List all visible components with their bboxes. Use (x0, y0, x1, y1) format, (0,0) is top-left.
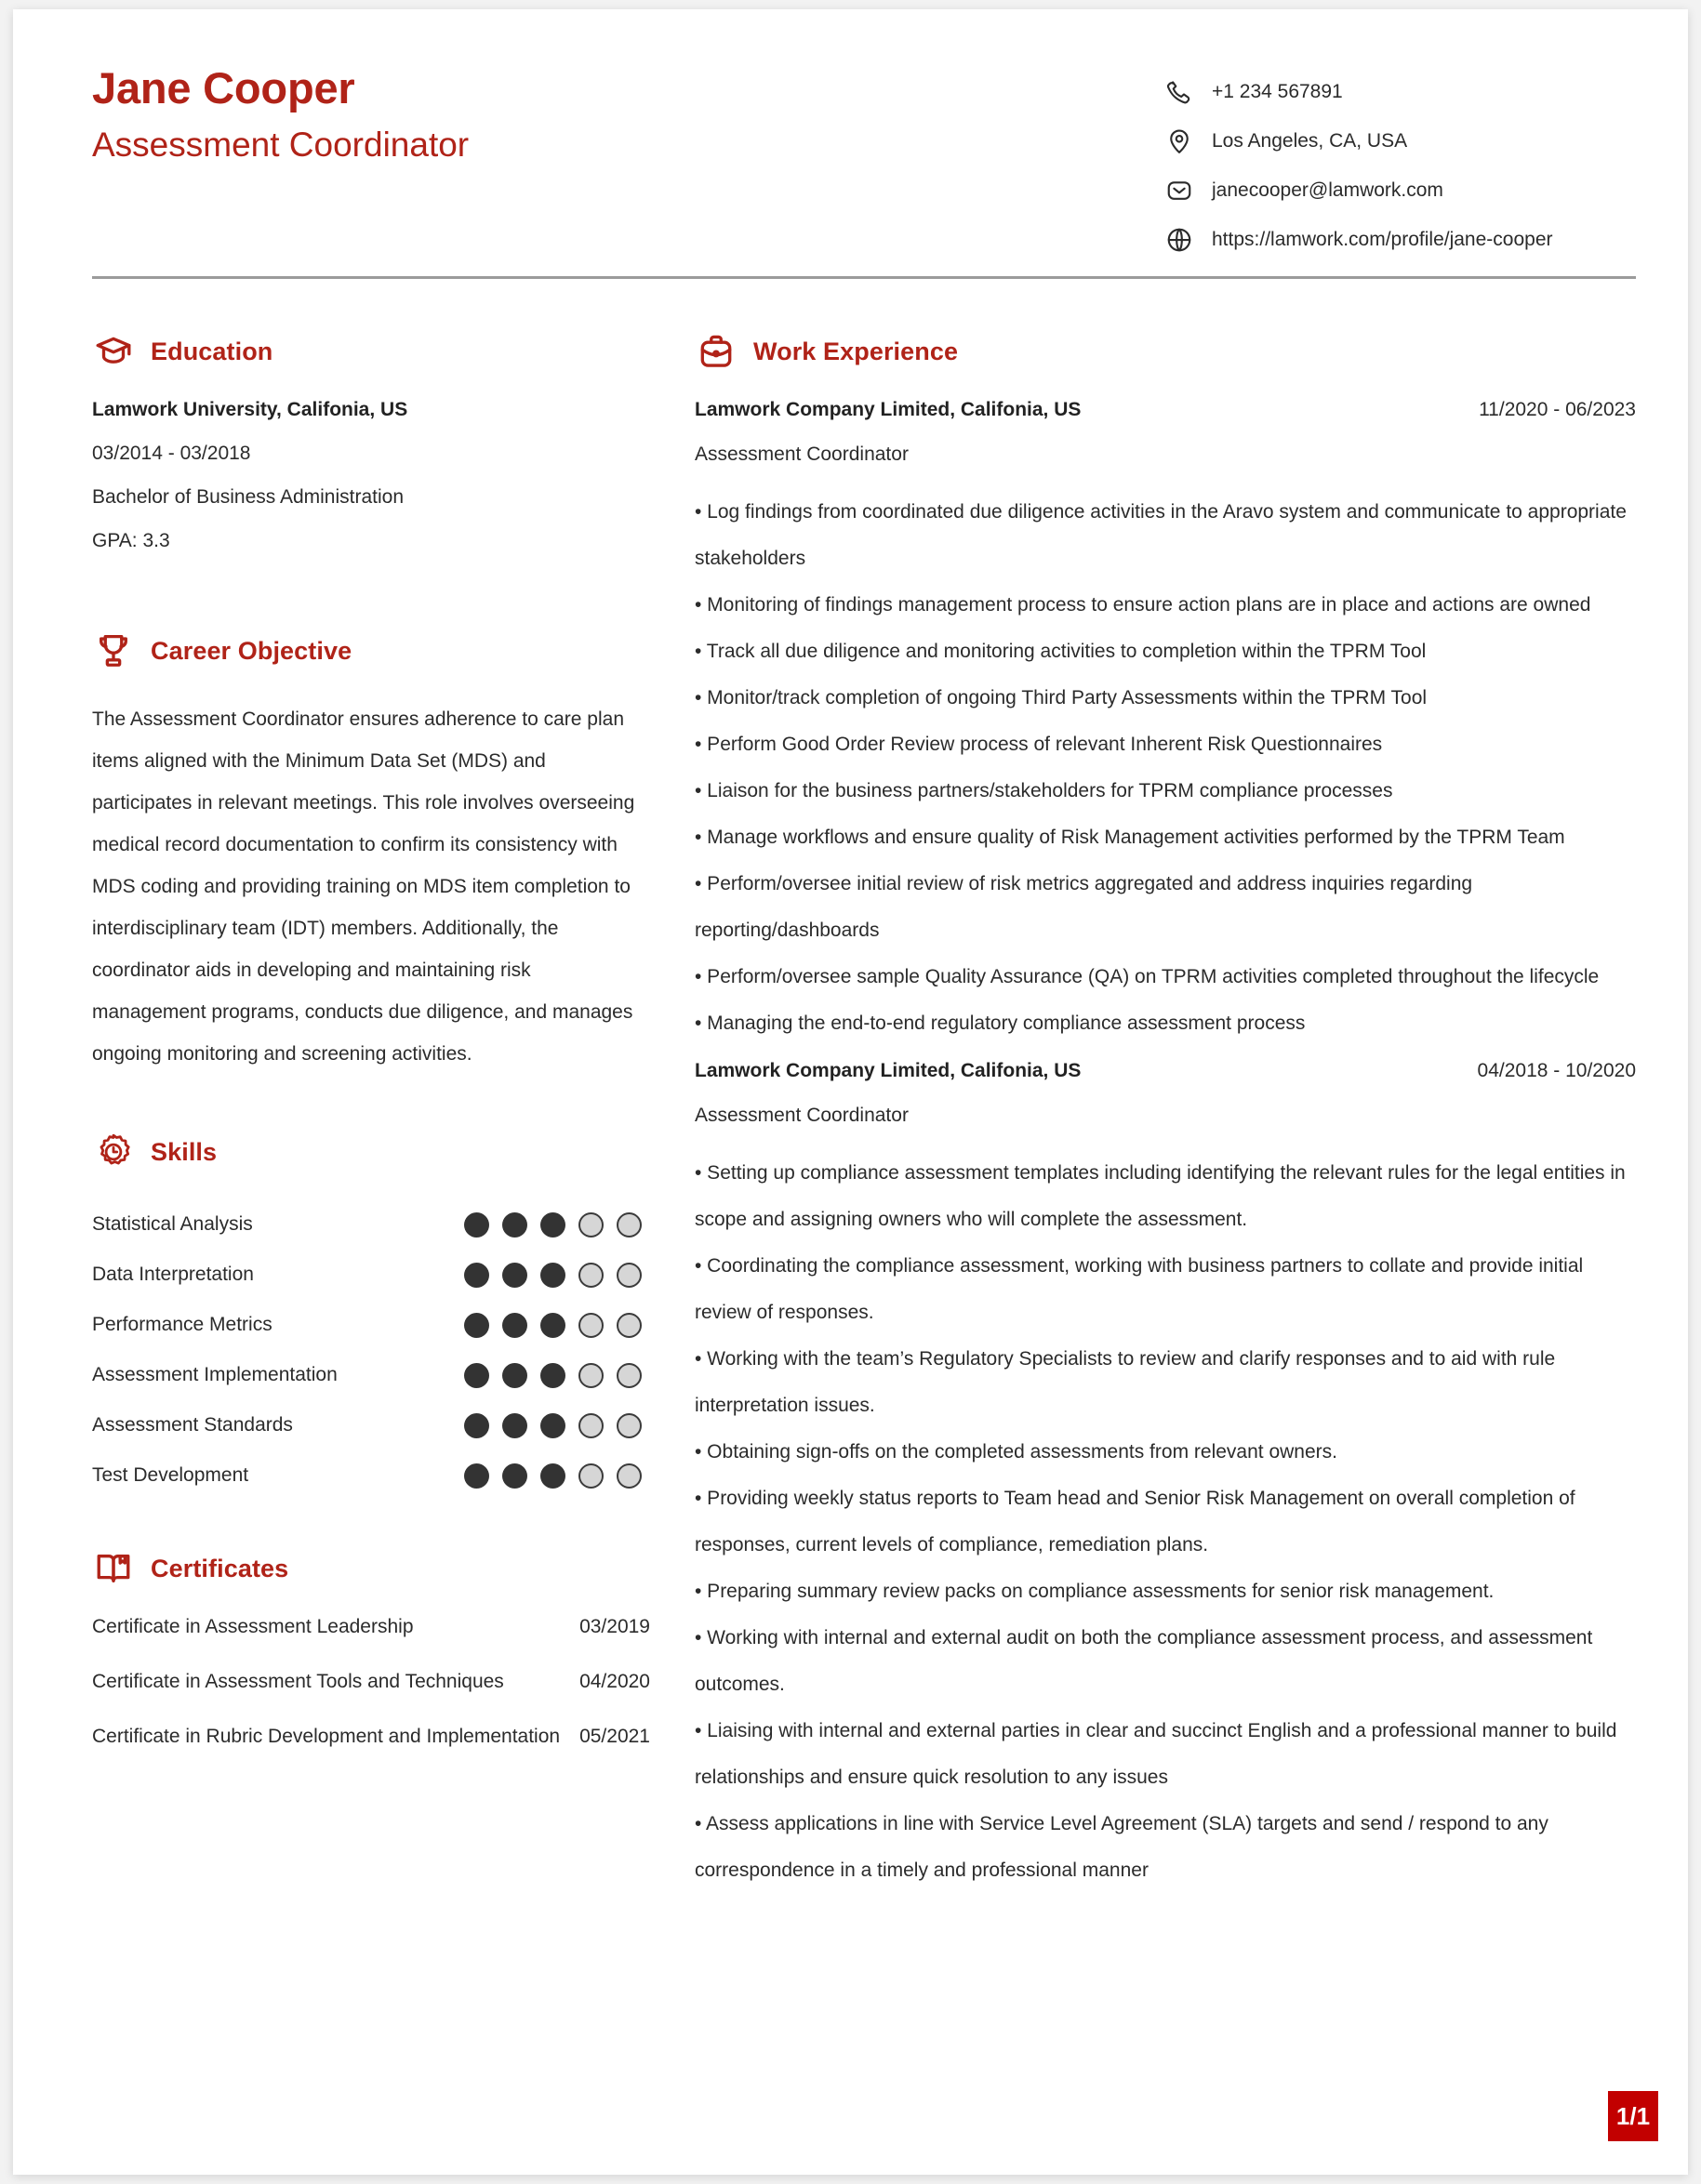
rating-dot-filled (502, 1212, 527, 1238)
skill-row (92, 1199, 650, 1250)
contact-list (1163, 67, 1601, 264)
page-indicator-badge: 1/1 (1608, 2091, 1658, 2141)
job-bullet: • Perform/oversee sample Quality Assurance (QA) on TPRM activities completed throughout the lifecycle (695, 966, 1600, 987)
graduation-cap-icon (92, 330, 135, 373)
education-title: Education (151, 337, 273, 365)
certificate-name: Certificate in Assessment Tools and Techniques (92, 1671, 504, 1692)
certificate-name: Certificate in Rubric Development and Implementation (92, 1726, 561, 1747)
job-bullet: • Working with the team’s Regulatory Specialists to review and clarify responses and to aid with rule interpretation issues. (695, 1348, 1556, 1416)
rating-dot-filled (540, 1212, 565, 1238)
contact-phone-text: +1 234 567891 (1212, 80, 1343, 102)
certificate-name: Certificate in Assessment Leadership (92, 1616, 414, 1637)
career-objective-heading (92, 629, 650, 672)
skill-name: Data Interpretation (92, 1264, 254, 1285)
education-institution: Lamwork University, Califonia, US (92, 399, 408, 420)
rating-dot-filled (540, 1363, 565, 1388)
job-bullet: • Liaison for the business partners/stakeholders for TPRM compliance processes (695, 780, 1393, 801)
header-divider (92, 276, 1636, 279)
education-gpa: GPA: 3.3 (92, 530, 170, 551)
rating-dot-filled (502, 1463, 527, 1489)
resume-page (13, 9, 1688, 2175)
work-experience-heading (695, 330, 1636, 373)
spacer (92, 1501, 650, 1547)
certificates-list (92, 1616, 650, 1780)
phone-icon (1163, 76, 1195, 108)
briefcase-icon (695, 330, 738, 373)
job-entry (695, 1060, 1636, 1894)
career-objective-title: Career Objective (151, 636, 352, 665)
career-objective-section (92, 629, 650, 1075)
spacer (92, 574, 650, 629)
left-column (92, 330, 650, 1780)
page-title: Jane Cooper (92, 63, 355, 113)
certificate-date: 04/2020 (579, 1671, 650, 1692)
rating-dot-filled (464, 1463, 489, 1489)
skill-row (92, 1450, 650, 1501)
rating-dot-empty (617, 1463, 642, 1489)
skill-rating (464, 1263, 650, 1288)
job-bullet: • Monitor/track completion of ongoing Third Party Assessments within the TPRM Tool (695, 687, 1428, 708)
rating-dot-empty (617, 1413, 642, 1438)
rating-dot-filled (464, 1413, 489, 1438)
job-bullet: • Coordinating the compliance assessment, working with business partners to collate and provide initial review of responses. (695, 1255, 1584, 1323)
right-column (695, 330, 1636, 1907)
skill-rating (464, 1363, 650, 1388)
contact-email (1163, 165, 1601, 215)
rating-dot-filled (540, 1313, 565, 1338)
job-bullet: • Setting up compliance assessment templates including identifying the relevant rules for the legal entities in scope and assigning owners who will complete the assessment. (695, 1162, 1626, 1230)
skill-row (92, 1250, 650, 1300)
spacer (92, 1075, 650, 1131)
skills-section (92, 1131, 650, 1501)
skill-row (92, 1400, 650, 1450)
open-book-icon (92, 1547, 135, 1590)
certificates-heading (92, 1547, 650, 1590)
rating-dot-filled (540, 1413, 565, 1438)
work-experience-title: Work Experience (753, 337, 959, 365)
email-icon (1163, 175, 1195, 206)
education-section (92, 330, 650, 552)
resume-header (13, 9, 1688, 288)
certificate-row (92, 1616, 650, 1671)
trophy-icon (92, 629, 135, 672)
skill-name: Performance Metrics (92, 1314, 272, 1335)
rating-dot-empty (578, 1363, 604, 1388)
certificate-date: 03/2019 (579, 1616, 650, 1637)
certificates-title: Certificates (151, 1554, 289, 1582)
globe-icon (1163, 224, 1195, 256)
job-entry (695, 399, 1636, 1047)
skill-row (92, 1300, 650, 1350)
job-bullet: • Monitoring of findings management process to ensure action plans are in place and actions are owned (695, 594, 1591, 615)
rating-dot-empty (578, 1263, 604, 1288)
header-job-title: Assessment Coordinator (92, 126, 470, 164)
job-company: Lamwork Company Limited, Califonia, US (695, 399, 1082, 420)
job-dates: 04/2018 - 10/2020 (1477, 1060, 1636, 1081)
rating-dot-empty (617, 1263, 642, 1288)
skill-rating (464, 1212, 650, 1238)
certificates-section (92, 1547, 650, 1780)
skill-name: Assessment Implementation (92, 1364, 338, 1385)
skill-name: Test Development (92, 1464, 249, 1486)
contact-phone (1163, 67, 1601, 116)
contact-website-text: https://lamwork.com/profile/jane-cooper (1212, 228, 1553, 250)
certificate-row (92, 1726, 650, 1780)
rating-dot-filled (502, 1263, 527, 1288)
skill-name: Assessment Standards (92, 1414, 293, 1436)
skill-rating (464, 1413, 650, 1438)
rating-dot-empty (578, 1463, 604, 1489)
rating-dot-empty (578, 1413, 604, 1438)
rating-dot-empty (617, 1363, 642, 1388)
skills-list (92, 1199, 650, 1501)
job-dates: 11/2020 - 06/2023 (1479, 399, 1636, 420)
job-header (695, 399, 1636, 421)
job-bullet: • Track all due diligence and monitoring activities to completion within the TPRM Tool (695, 641, 1427, 662)
rating-dot-filled (502, 1363, 527, 1388)
skill-row (92, 1350, 650, 1400)
jobs-list (695, 399, 1636, 1894)
skill-name: Statistical Analysis (92, 1213, 253, 1235)
education-heading (92, 330, 650, 373)
job-bullet: • Log findings from coordinated due diligence activities in the Aravo system and communicate to appropriate stakeholders (695, 501, 1627, 569)
rating-dot-empty (617, 1313, 642, 1338)
job-bullet: • Assess applications in line with Service Level Agreement (SLA) targets and send / respond to any correspondence in a timely and professional manner (695, 1813, 1548, 1881)
rating-dot-filled (502, 1313, 527, 1338)
certificate-date: 05/2021 (579, 1726, 650, 1747)
job-bullet: • Perform Good Order Review process of relevant Inherent Risk Questionnaires (695, 734, 1383, 755)
certificate-row (92, 1671, 650, 1726)
skill-rating (464, 1463, 650, 1489)
contact-email-text: janecooper@lamwork.com (1212, 179, 1443, 201)
skills-heading (92, 1131, 650, 1173)
contact-location (1163, 116, 1601, 165)
job-role: Assessment Coordinator (695, 443, 909, 465)
rating-dot-empty (617, 1212, 642, 1238)
rating-dot-filled (464, 1263, 489, 1288)
rating-dot-filled (540, 1263, 565, 1288)
career-objective-text: The Assessment Coordinator ensures adherence to care plan items aligned with the Minimum Data Set (MDS) and participates in relevant meetings. This role involves overseeing medical record documentation to confirm its consistency with MDS coding and providing training on MDS item completion to interdisciplinary team (IDT) members. Additionally, the coordinator aids in developing and maintaining risk management programs, conducts due diligence, and manages ongoing monitoring and screening activities. (92, 708, 635, 1065)
job-role: Assessment Coordinator (695, 1105, 909, 1126)
job-bullet: • Perform/oversee initial review of risk metrics aggregated and address inquiries regarding reporting/dashboards (695, 873, 1473, 941)
rating-dot-filled (502, 1413, 527, 1438)
rating-dot-filled (464, 1212, 489, 1238)
skills-title: Skills (151, 1137, 218, 1166)
rating-dot-empty (578, 1313, 604, 1338)
education-dates: 03/2014 - 03/2018 (92, 443, 251, 464)
rating-dot-empty (578, 1212, 604, 1238)
rating-dot-filled (464, 1313, 489, 1338)
job-bullet: • Preparing summary review packs on compliance assessments for senior risk management. (695, 1581, 1495, 1602)
job-bullet: • Managing the end-to-end regulatory compliance assessment process (695, 1013, 1306, 1034)
contact-location-text: Los Angeles, CA, USA (1212, 129, 1408, 152)
location-icon (1163, 126, 1195, 157)
job-bullet: • Manage workflows and ensure quality of Risk Management activities performed by the TPRM Team (695, 827, 1565, 848)
education-degree: Bachelor of Business Administration (92, 486, 405, 508)
rating-dot-filled (540, 1463, 565, 1489)
skill-rating (464, 1313, 650, 1338)
job-bullet: • Providing weekly status reports to Team head and Senior Risk Management on overall completion of responses, current levels of compliance, remediation plans. (695, 1488, 1575, 1555)
contact-website (1163, 215, 1601, 264)
gear-clock-icon (92, 1131, 135, 1173)
job-company: Lamwork Company Limited, Califonia, US (695, 1060, 1082, 1081)
job-header (695, 1060, 1636, 1082)
job-bullet: • Working with internal and external audit on both the compliance assessment process, and assessment outcomes. (695, 1627, 1593, 1695)
rating-dot-filled (464, 1363, 489, 1388)
job-bullet: • Obtaining sign-offs on the completed assessments from relevant owners. (695, 1441, 1337, 1463)
job-bullet: • Liaising with internal and external parties in clear and succinct English and a professional manner to build relationships and ensure quick resolution to any issues (695, 1720, 1617, 1788)
